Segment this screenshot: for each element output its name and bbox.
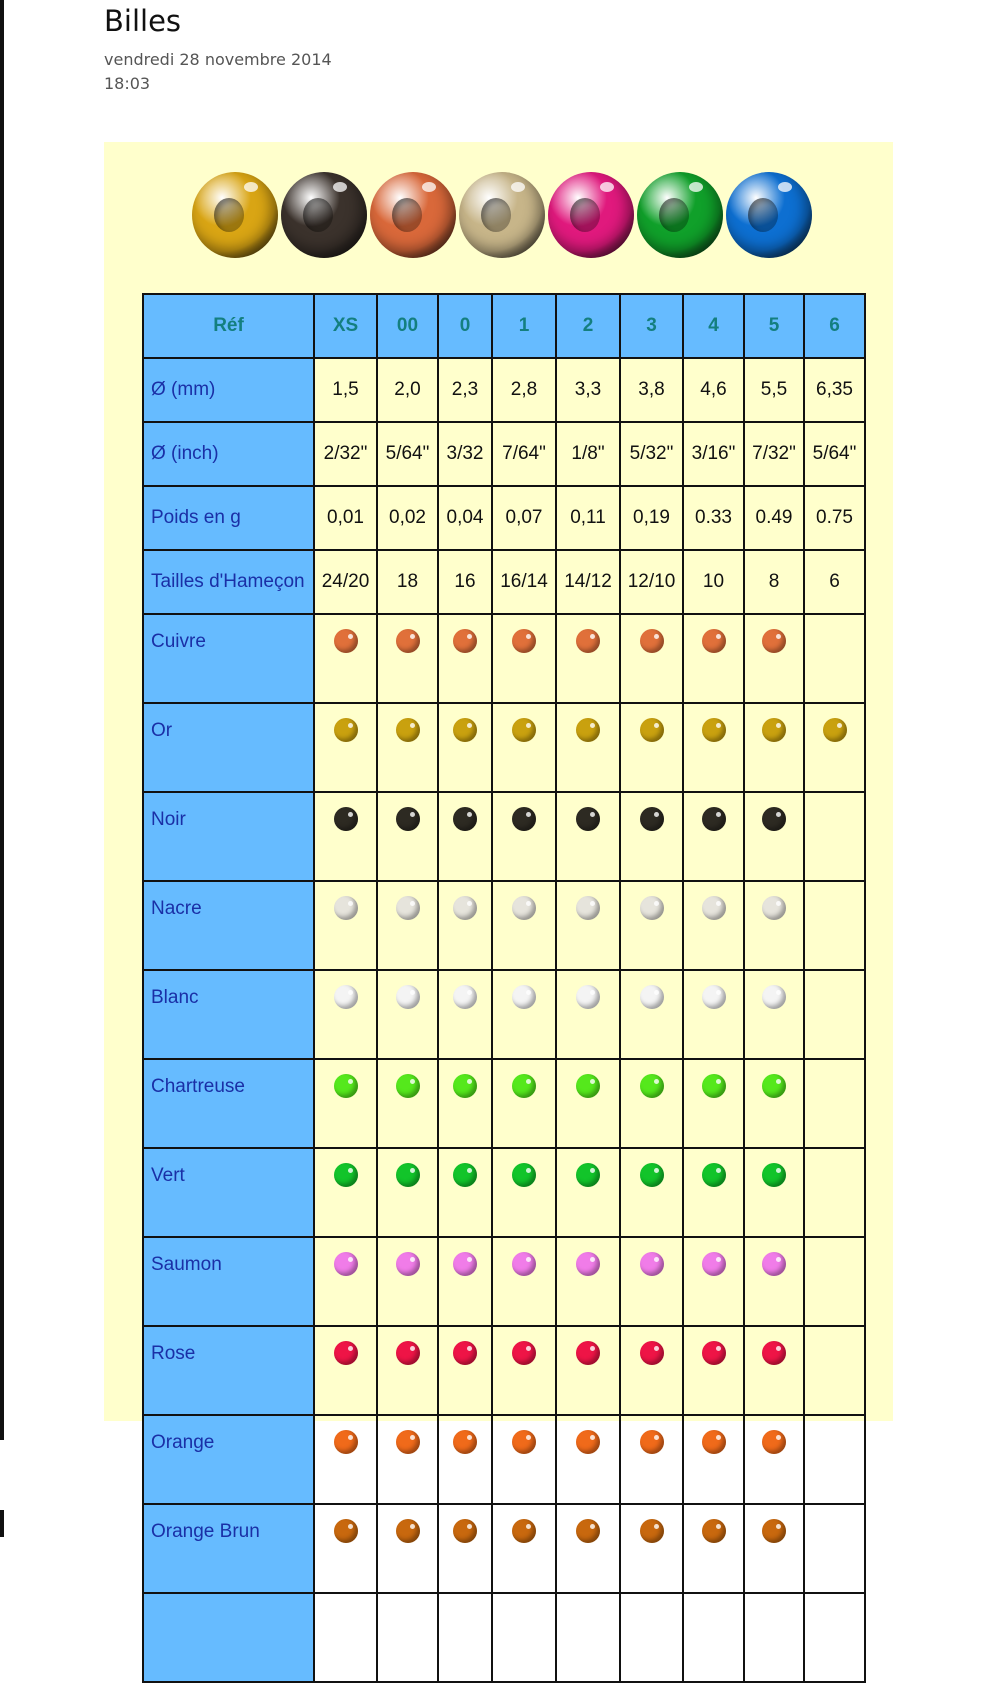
table-cell xyxy=(377,792,438,881)
header-size: 2 xyxy=(556,294,620,358)
table-cell xyxy=(377,1148,438,1237)
table-cell xyxy=(438,881,492,970)
bead-dot-icon xyxy=(396,807,420,831)
table-cell xyxy=(620,1148,683,1237)
table-cell: 3,8 xyxy=(620,358,683,422)
table-cell xyxy=(556,1237,620,1326)
table-cell xyxy=(377,970,438,1059)
bead-dot-icon xyxy=(396,985,420,1009)
bead-dot-icon xyxy=(512,1074,536,1098)
bead-dot-icon xyxy=(334,718,358,742)
table-cell xyxy=(492,1237,556,1326)
header-size: XS xyxy=(314,294,377,358)
table-cell xyxy=(556,970,620,1059)
header-size: 00 xyxy=(377,294,438,358)
bead-dot-icon xyxy=(512,1430,536,1454)
header-size: 4 xyxy=(683,294,744,358)
bead-dot-icon xyxy=(512,718,536,742)
bead-dot-icon xyxy=(453,807,477,831)
bead-dot-icon xyxy=(334,985,358,1009)
table-row xyxy=(143,792,865,881)
table-cell xyxy=(683,703,744,792)
table-cell xyxy=(683,1059,744,1148)
table-cell xyxy=(804,614,865,703)
bead-dot-icon xyxy=(512,985,536,1009)
table-cell xyxy=(620,1237,683,1326)
bead-photo xyxy=(192,172,278,258)
table-row xyxy=(143,1326,865,1415)
bead-dot-icon xyxy=(702,807,726,831)
bead-dot-icon xyxy=(702,1430,726,1454)
bead-dot-icon xyxy=(702,718,726,742)
color-label: Cuivre xyxy=(143,614,314,703)
color-label: Or xyxy=(143,703,314,792)
table-cell xyxy=(683,1326,744,1415)
table-cell xyxy=(438,1326,492,1415)
table-cell xyxy=(804,792,865,881)
bead-dot-icon xyxy=(640,1074,664,1098)
table-cell: 0.75 xyxy=(804,486,865,550)
table-cell xyxy=(620,1593,683,1682)
table-cell: 7/64" xyxy=(492,422,556,486)
table-cell xyxy=(314,1415,377,1504)
bead-dot-icon xyxy=(396,1163,420,1187)
table-cell xyxy=(314,1326,377,1415)
table-row xyxy=(143,1504,865,1593)
table-cell xyxy=(620,1059,683,1148)
table-cell xyxy=(744,1593,804,1682)
bead-dot-icon xyxy=(453,896,477,920)
table-cell xyxy=(492,792,556,881)
table-cell: 6,35 xyxy=(804,358,865,422)
bead-dot-icon xyxy=(334,1430,358,1454)
table-cell xyxy=(744,881,804,970)
table-cell xyxy=(377,1504,438,1593)
table-cell xyxy=(492,1415,556,1504)
table-row xyxy=(143,614,865,703)
table-cell: 2/32" xyxy=(314,422,377,486)
bead-photo xyxy=(370,172,456,258)
bead-dot-icon xyxy=(762,896,786,920)
table-cell: 14/12 xyxy=(556,550,620,614)
bead-dot-icon xyxy=(334,1074,358,1098)
bead-photo xyxy=(281,172,367,258)
table-cell xyxy=(556,1059,620,1148)
table-cell xyxy=(804,1504,865,1593)
table-cell: 2,3 xyxy=(438,358,492,422)
bead-size-table xyxy=(142,293,866,1683)
bead-dot-icon xyxy=(762,1430,786,1454)
table-cell xyxy=(744,703,804,792)
page-date: vendredi 28 novembre 2014 xyxy=(104,50,332,69)
bead-dot-icon xyxy=(640,1519,664,1543)
table-cell xyxy=(620,1326,683,1415)
table-cell xyxy=(377,1326,438,1415)
table-row xyxy=(143,486,865,550)
bead-dot-icon xyxy=(762,1519,786,1543)
table-cell: 0,02 xyxy=(377,486,438,550)
bead-dot-icon xyxy=(762,629,786,653)
bead-dot-icon xyxy=(576,1341,600,1365)
table-row xyxy=(143,550,865,614)
bead-dot-icon xyxy=(396,896,420,920)
table-cell: 6 xyxy=(804,550,865,614)
bead-dot-icon xyxy=(453,1430,477,1454)
table-cell xyxy=(683,614,744,703)
bead-dot-icon xyxy=(512,1341,536,1365)
bead-dot-icon xyxy=(576,1163,600,1187)
table-cell xyxy=(438,614,492,703)
table-cell xyxy=(556,614,620,703)
color-label: Orange Brun xyxy=(143,1504,314,1593)
table-cell: 1,5 xyxy=(314,358,377,422)
bead-dot-icon xyxy=(762,1252,786,1276)
table-cell: 5/64" xyxy=(377,422,438,486)
table-row xyxy=(143,1059,865,1148)
color-label: Nacre xyxy=(143,881,314,970)
bead-dot-icon xyxy=(640,629,664,653)
bead-dot-icon xyxy=(396,1252,420,1276)
table-cell xyxy=(377,1415,438,1504)
color-label: Noir xyxy=(143,792,314,881)
bead-dot-icon xyxy=(453,985,477,1009)
table-cell xyxy=(683,1593,744,1682)
table-cell xyxy=(438,1237,492,1326)
bead-dot-icon xyxy=(334,1519,358,1543)
bead-dot-icon xyxy=(702,1252,726,1276)
table-cell xyxy=(620,1504,683,1593)
table-cell xyxy=(438,792,492,881)
table-cell xyxy=(556,1593,620,1682)
table-cell: 0,11 xyxy=(556,486,620,550)
table-cell: 5/64" xyxy=(804,422,865,486)
bead-dot-icon xyxy=(762,1074,786,1098)
bead-dot-icon xyxy=(640,1341,664,1365)
table-header-row xyxy=(143,294,865,358)
bead-dot-icon xyxy=(640,896,664,920)
color-label: Orange xyxy=(143,1415,314,1504)
table-cell: 0,04 xyxy=(438,486,492,550)
table-row xyxy=(143,1415,865,1504)
bead-dot-icon xyxy=(702,896,726,920)
bead-dot-icon xyxy=(576,1519,600,1543)
color-label: Vert xyxy=(143,1148,314,1237)
table-cell xyxy=(556,792,620,881)
table-cell xyxy=(804,1237,865,1326)
left-margin-bar-bottom xyxy=(0,1510,4,1537)
table-cell xyxy=(377,1059,438,1148)
color-label: Rose xyxy=(143,1326,314,1415)
bead-dot-icon xyxy=(453,1519,477,1543)
row-label: Poids en g xyxy=(143,486,314,550)
bead-dot-icon xyxy=(453,1074,477,1098)
bead-dot-icon xyxy=(576,985,600,1009)
table-cell: 2,8 xyxy=(492,358,556,422)
table-cell xyxy=(683,970,744,1059)
table-cell: 4,6 xyxy=(683,358,744,422)
bead-dot-icon xyxy=(702,1074,726,1098)
row-label: Tailles d'Hameçon xyxy=(143,550,314,614)
table-cell xyxy=(556,1415,620,1504)
bead-dot-icon xyxy=(512,629,536,653)
color-label: Blanc xyxy=(143,970,314,1059)
bead-photo xyxy=(726,172,812,258)
table-row xyxy=(143,1148,865,1237)
bead-dot-icon xyxy=(334,1252,358,1276)
table-cell xyxy=(744,1415,804,1504)
table-row xyxy=(143,970,865,1059)
bead-dot-icon xyxy=(640,985,664,1009)
table-cell xyxy=(314,881,377,970)
table-cell xyxy=(683,1415,744,1504)
header-size: 0 xyxy=(438,294,492,358)
table-cell xyxy=(556,881,620,970)
bead-dot-icon xyxy=(334,1163,358,1187)
bead-dot-icon xyxy=(702,985,726,1009)
bead-dot-icon xyxy=(702,1519,726,1543)
table-cell xyxy=(492,1593,556,1682)
table-cell xyxy=(804,1593,865,1682)
bead-dot-icon xyxy=(453,1163,477,1187)
bead-dot-icon xyxy=(453,718,477,742)
header-size: 3 xyxy=(620,294,683,358)
bead-dot-icon xyxy=(576,1074,600,1098)
bead-dot-icon xyxy=(576,718,600,742)
table-cell: 5/32" xyxy=(620,422,683,486)
bead-dot-icon xyxy=(640,807,664,831)
table-cell xyxy=(804,970,865,1059)
bead-dot-icon xyxy=(334,629,358,653)
table-cell xyxy=(744,1059,804,1148)
header-size: 5 xyxy=(744,294,804,358)
table-cell xyxy=(804,1415,865,1504)
table-cell xyxy=(438,970,492,1059)
table-cell: 3/32 xyxy=(438,422,492,486)
table-cell xyxy=(492,1504,556,1593)
table-cell: 5,5 xyxy=(744,358,804,422)
bead-dot-icon xyxy=(823,718,847,742)
table-cell: 0.33 xyxy=(683,486,744,550)
color-label: Saumon xyxy=(143,1237,314,1326)
table-cell: 18 xyxy=(377,550,438,614)
table-cell xyxy=(804,881,865,970)
table-cell xyxy=(683,1148,744,1237)
table-cell xyxy=(804,1148,865,1237)
table-row xyxy=(143,881,865,970)
table-cell: 3,3 xyxy=(556,358,620,422)
table-cell: 2,0 xyxy=(377,358,438,422)
table-cell xyxy=(683,792,744,881)
table-cell xyxy=(620,1415,683,1504)
bead-dot-icon xyxy=(396,1341,420,1365)
table-cell xyxy=(620,881,683,970)
bead-dot-icon xyxy=(512,807,536,831)
bead-dot-icon xyxy=(453,629,477,653)
table-cell xyxy=(744,1237,804,1326)
table-cell xyxy=(744,1504,804,1593)
table-cell: 1/8" xyxy=(556,422,620,486)
bead-dot-icon xyxy=(640,1163,664,1187)
table-cell: 3/16" xyxy=(683,422,744,486)
table-cell: 16/14 xyxy=(492,550,556,614)
bead-dot-icon xyxy=(640,1430,664,1454)
table-cell xyxy=(683,1504,744,1593)
table-cell: 24/20 xyxy=(314,550,377,614)
table-cell xyxy=(377,614,438,703)
table-cell xyxy=(377,1237,438,1326)
table-cell xyxy=(683,1237,744,1326)
header-ref: Réf xyxy=(143,294,314,358)
table-cell xyxy=(314,703,377,792)
table-cell xyxy=(744,792,804,881)
bead-dot-icon xyxy=(453,1252,477,1276)
bead-dot-icon xyxy=(512,1252,536,1276)
bead-dot-icon xyxy=(512,1519,536,1543)
table-cell xyxy=(438,703,492,792)
table-cell xyxy=(492,1059,556,1148)
table-row xyxy=(143,422,865,486)
table-cell xyxy=(377,881,438,970)
bead-dot-icon xyxy=(396,718,420,742)
table-cell xyxy=(377,703,438,792)
table-cell xyxy=(438,1593,492,1682)
bead-dot-icon xyxy=(702,1341,726,1365)
table-cell xyxy=(492,614,556,703)
bead-dot-icon xyxy=(576,1430,600,1454)
bead-photo-strip xyxy=(192,172,822,262)
bead-dot-icon xyxy=(640,718,664,742)
bead-dot-icon xyxy=(762,985,786,1009)
bead-dot-icon xyxy=(702,1163,726,1187)
table-cell xyxy=(620,614,683,703)
table-cell xyxy=(438,1504,492,1593)
page-time: 18:03 xyxy=(104,74,151,93)
table-cell xyxy=(620,703,683,792)
table-cell xyxy=(804,703,865,792)
table-cell xyxy=(438,1148,492,1237)
table-cell xyxy=(744,970,804,1059)
table-cell xyxy=(438,1059,492,1148)
table-row xyxy=(143,703,865,792)
color-label: Chartreuse xyxy=(143,1059,314,1148)
bead-dot-icon xyxy=(576,629,600,653)
table-cell xyxy=(620,970,683,1059)
bead-chart-panel xyxy=(104,142,893,1542)
bead-dot-icon xyxy=(576,896,600,920)
table-row xyxy=(143,358,865,422)
table-cell xyxy=(620,792,683,881)
row-label: Ø (mm) xyxy=(143,358,314,422)
table-cell xyxy=(438,1415,492,1504)
table-cell xyxy=(804,1326,865,1415)
table-cell xyxy=(556,1148,620,1237)
table-cell xyxy=(314,1593,377,1682)
table-cell: 8 xyxy=(744,550,804,614)
bead-dot-icon xyxy=(762,1341,786,1365)
table-cell xyxy=(143,1593,314,1682)
table-cell xyxy=(314,1059,377,1148)
table-cell xyxy=(804,1059,865,1148)
bead-dot-icon xyxy=(762,1163,786,1187)
table-cell: 0.49 xyxy=(744,486,804,550)
table-cell xyxy=(492,881,556,970)
bead-dot-icon xyxy=(396,1430,420,1454)
table-cell xyxy=(556,703,620,792)
table-cell xyxy=(314,1237,377,1326)
table-row xyxy=(143,1237,865,1326)
bead-dot-icon xyxy=(640,1252,664,1276)
table-cell xyxy=(556,1504,620,1593)
table-cell: 16 xyxy=(438,550,492,614)
bead-dot-icon xyxy=(334,1341,358,1365)
bead-dot-icon xyxy=(396,629,420,653)
bead-dot-icon xyxy=(576,807,600,831)
table-cell xyxy=(744,1326,804,1415)
table-cell xyxy=(314,792,377,881)
table-cell xyxy=(492,970,556,1059)
table-cell xyxy=(314,1148,377,1237)
table-cell xyxy=(377,1593,438,1682)
bead-dot-icon xyxy=(762,807,786,831)
bead-dot-icon xyxy=(762,718,786,742)
table-cell xyxy=(744,614,804,703)
table-cell: 7/32" xyxy=(744,422,804,486)
page-title: Billes xyxy=(104,4,182,38)
bead-dot-icon xyxy=(702,629,726,653)
left-margin-bar xyxy=(0,0,4,1440)
table-cell xyxy=(556,1326,620,1415)
table-cell xyxy=(492,1148,556,1237)
table-cell xyxy=(744,1148,804,1237)
header-size: 1 xyxy=(492,294,556,358)
table-cell xyxy=(683,881,744,970)
table-cell: 12/10 xyxy=(620,550,683,614)
bead-photo xyxy=(459,172,545,258)
table-cell xyxy=(314,614,377,703)
table-cell xyxy=(492,703,556,792)
bead-dot-icon xyxy=(576,1252,600,1276)
table-cell xyxy=(492,1326,556,1415)
table-cell: 10 xyxy=(683,550,744,614)
bead-dot-icon xyxy=(334,896,358,920)
bead-dot-icon xyxy=(334,807,358,831)
bead-dot-icon xyxy=(396,1519,420,1543)
table-cell: 0,01 xyxy=(314,486,377,550)
table-cell: 0,19 xyxy=(620,486,683,550)
bead-dot-icon xyxy=(512,1163,536,1187)
table-row xyxy=(143,1593,865,1682)
bead-photo xyxy=(548,172,634,258)
table-cell xyxy=(314,970,377,1059)
bead-photo xyxy=(637,172,723,258)
bead-dot-icon xyxy=(396,1074,420,1098)
table-cell xyxy=(314,1504,377,1593)
table-cell: 0,07 xyxy=(492,486,556,550)
row-label: Ø (inch) xyxy=(143,422,314,486)
header-size: 6 xyxy=(804,294,865,358)
bead-dot-icon xyxy=(512,896,536,920)
bead-dot-icon xyxy=(453,1341,477,1365)
